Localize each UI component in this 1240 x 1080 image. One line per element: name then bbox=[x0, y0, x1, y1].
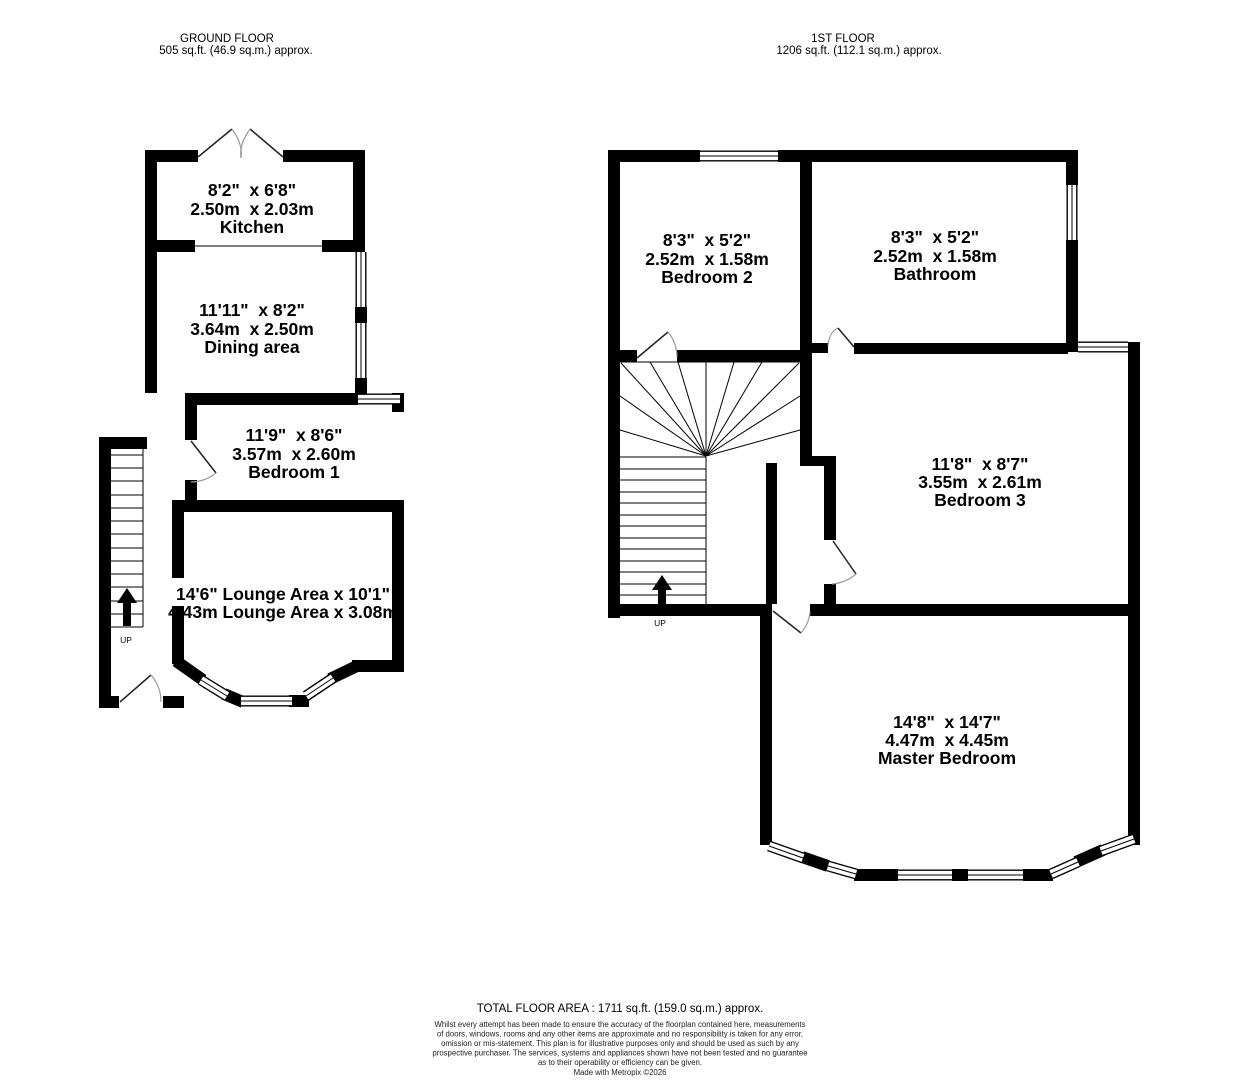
bedroom2-dims-imperial: 8'3" x 5'2" bbox=[662, 230, 752, 250]
disclaimer-line: Whilst every attempt has been made to ensure the accuracy of the floorplan contained here, measurements bbox=[434, 1020, 806, 1029]
master-bay-window-right-a bbox=[1051, 862, 1078, 874]
dining-area-label bbox=[190, 300, 314, 357]
bathroom-name: Bathroom bbox=[893, 264, 977, 284]
bedroom2-label bbox=[645, 230, 769, 287]
kitchen-name: Kitchen bbox=[219, 217, 285, 237]
first-floor-plan bbox=[608, 33, 1140, 875]
disclaimer-line: as to their operability or efficiency can be given. bbox=[537, 1058, 703, 1067]
master-bedroom-label bbox=[878, 712, 1016, 768]
dining-dims-metric: 3.64m x 2.50m bbox=[190, 319, 314, 339]
bathroom-label bbox=[873, 227, 997, 284]
master-name: Master Bedroom bbox=[877, 748, 1017, 768]
ground-floor-up-label: UP bbox=[120, 635, 132, 645]
master-bay-window-left-a bbox=[769, 846, 803, 858]
master-dims-imperial: 14'8" x 14'7" bbox=[893, 712, 1001, 732]
ground-floor-title: GROUND FLOOR bbox=[180, 33, 274, 45]
lounge-bay-window-right bbox=[306, 678, 333, 696]
lounge-line1: 14'6" Lounge Area x 10'1" bbox=[176, 584, 390, 604]
lounge-line2: 4.43m Lounge Area x 3.08m bbox=[168, 602, 398, 622]
front-door bbox=[120, 675, 161, 702]
master-bay-window-right-b bbox=[1101, 839, 1134, 851]
disclaimer-line: omission or mis-statement. This plan is for illustrative purposes only and should be used as such by any bbox=[441, 1039, 799, 1048]
bathroom-dims-metric: 2.52m x 1.58m bbox=[873, 246, 997, 266]
bedroom3-door bbox=[832, 541, 856, 584]
kitchen-dims-imperial: 8'2" x 6'8" bbox=[207, 180, 297, 200]
ground-floor-header bbox=[159, 33, 312, 57]
bathroom-door bbox=[828, 328, 854, 347]
disclaimer-line: prospective purchaser. The services, systems and appliances shown have not been tested and no guarantee bbox=[432, 1048, 808, 1058]
bedroom1-name: Bedroom 1 bbox=[248, 462, 340, 482]
master-bay-window-left-b bbox=[828, 866, 856, 874]
bedroom3-label bbox=[918, 454, 1042, 510]
bedroom3-name: Bedroom 3 bbox=[934, 490, 1026, 510]
credit-line: Made with Metropix ©2026 bbox=[573, 1068, 667, 1077]
ground-floor-plan bbox=[99, 33, 404, 708]
first-floor-up-label: UP bbox=[654, 618, 666, 628]
ground-floor-stairs bbox=[111, 449, 143, 645]
ground-floor-area: 505 sq.ft. (46.9 sq.m.) approx. bbox=[159, 45, 313, 57]
dining-dims-imperial: 11'11" x 8'2" bbox=[199, 300, 305, 320]
kitchen-patio-doors bbox=[198, 129, 283, 158]
first-floor-title: 1ST FLOOR bbox=[811, 33, 875, 45]
bedroom1-dims-metric: 3.57m x 2.60m bbox=[232, 444, 356, 464]
lounge-label bbox=[168, 584, 398, 622]
bedroom2-dims-metric: 2.52m x 1.58m bbox=[645, 249, 769, 269]
footer bbox=[432, 1003, 807, 1077]
bedroom1-label bbox=[232, 425, 356, 482]
master-dims-metric: 4.47m x 4.45m bbox=[885, 730, 1009, 750]
bedroom2-door bbox=[637, 332, 677, 358]
kitchen-label bbox=[190, 180, 314, 237]
kitchen-dims-metric: 2.50m x 2.03m bbox=[190, 199, 314, 219]
first-floor-area: 1206 sq.ft. (112.1 sq.m.) approx. bbox=[776, 45, 942, 57]
bedroom2-name: Bedroom 2 bbox=[661, 267, 753, 287]
bedroom3-dims-metric: 3.55m x 2.61m bbox=[918, 472, 1042, 492]
total-floor-area: TOTAL FLOOR AREA : 1711 sq.ft. (159.0 sq.m.) approx. bbox=[476, 1003, 764, 1015]
first-floor-header bbox=[776, 33, 941, 57]
bedroom1-dims-imperial: 11'9" x 8'6" bbox=[245, 425, 343, 445]
bathroom-dims-imperial: 8'3" x 5'2" bbox=[890, 227, 980, 247]
lounge-bay-window-left bbox=[201, 680, 227, 696]
up-arrow-icon bbox=[117, 588, 137, 626]
bedroom3-dims-imperial: 11'8" x 8'7" bbox=[931, 454, 1029, 474]
bedroom1-door bbox=[191, 441, 216, 482]
master-bedroom-door bbox=[773, 611, 810, 633]
disclaimer-line: of doors, windows, rooms and any other items are approximate and no responsibility is taken for any error, bbox=[436, 1029, 804, 1039]
dining-name: Dining area bbox=[204, 337, 300, 357]
